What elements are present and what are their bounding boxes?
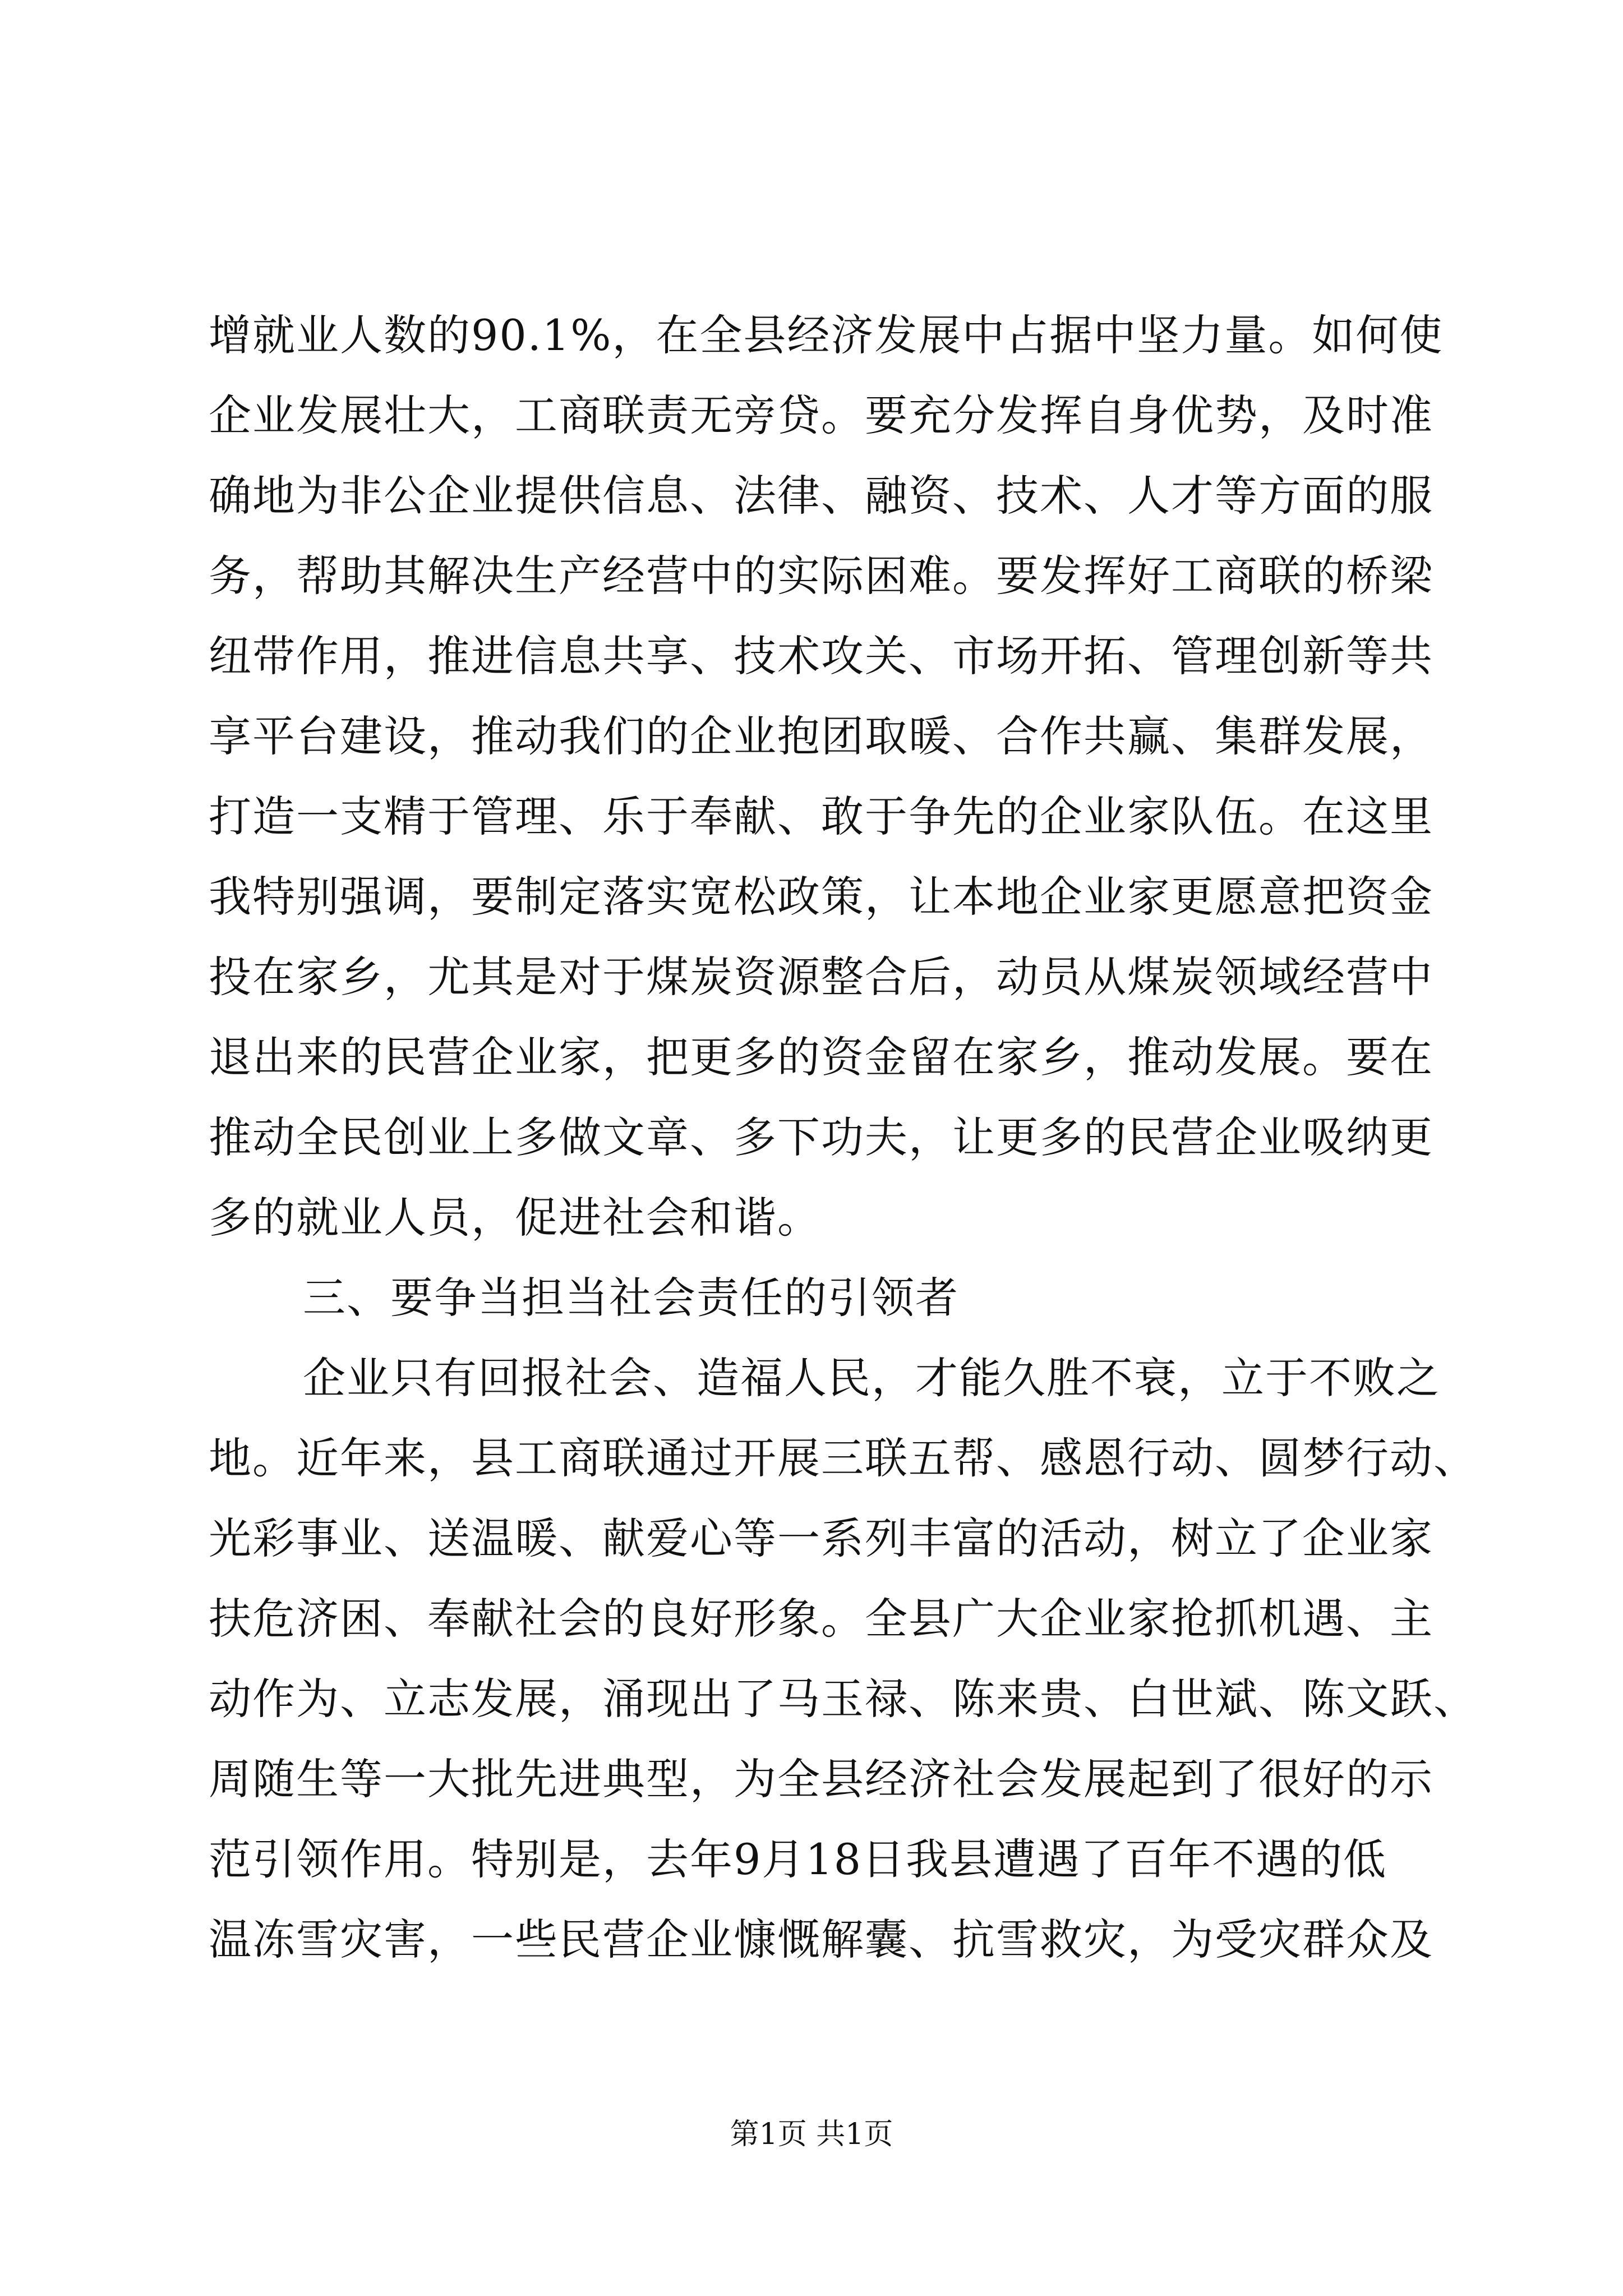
paragraph-line: 动作为、立志发展，涌现出了马玉禄、陈来贵、白世斌、陈文跃、 <box>209 1674 1477 1724</box>
paragraph-line: 多的就业人员，促进社会和谐。 <box>209 1193 821 1243</box>
paragraph-line: 推动全民创业上多做文章、多下功夫，让更多的民营企业吸纳更 <box>209 1112 1433 1162</box>
document-body <box>209 295 1477 1980</box>
paragraph-line: 光彩事业、送温暖、献爱心等一系列丰富的活动，树立了企业家 <box>209 1513 1433 1563</box>
paragraph-line: 我特别强调，要制定落实宽松政策，让本地企业家更愿意把资金 <box>209 872 1433 922</box>
paragraph-line: 退出来的民营企业家，把更多的资金留在家乡，推动发展。要在 <box>209 1032 1433 1082</box>
paragraph-line: 企业发展壮大，工商联责无旁贷。要充分发挥自身优势，及时准 <box>209 390 1433 440</box>
paragraph-line: 增就业人数的90.1%，在全县经济发展中占据中坚力量。如何使 <box>209 310 1444 360</box>
paragraph-line: 确地为非公企业提供信息、法律、融资、技术、人才等方面的服 <box>209 471 1433 521</box>
page-footer: 第1页 共1页 <box>730 2118 893 2151</box>
paragraph-line: 范引领作用。特别是，去年9月18日我县遭遇了百年不遇的低 <box>209 1834 1387 1884</box>
paragraph-line: 纽带作用，推进信息共享、技术攻关、市场开拓、管理创新等共 <box>209 631 1433 681</box>
section-heading: 三、要争当担当社会责任的引领者 <box>303 1273 959 1323</box>
paragraph-line: 企业只有回报社会、造福人民，才能久胜不衰，立于不败之 <box>303 1353 1440 1403</box>
paragraph-line: 温冻雪灾害，一些民营企业慷慨解囊、抗雪救灾，为受灾群众及 <box>209 1915 1433 1964</box>
paragraph-line: 周随生等一大批先进典型，为全县经济社会发展起到了很好的示 <box>209 1754 1433 1804</box>
paragraph-line: 扶危济困、奉献社会的良好形象。全县广大企业家抢抓机遇、主 <box>209 1594 1433 1644</box>
paragraph-line: 务，帮助其解决生产经营中的实际困难。要发挥好工商联的桥梁 <box>209 551 1433 601</box>
paragraph-line: 投在家乡，尤其是对于煤炭资源整合后，动员从煤炭领域经营中 <box>209 952 1433 1002</box>
paragraph-line: 打造一支精于管理、乐于奉献、敢于争先的企业家队伍。在这里 <box>209 792 1433 841</box>
paragraph-line: 享平台建设，推动我们的企业抱团取暖、合作共赢、集群发展， <box>209 711 1433 761</box>
paragraph-line: 地。近年来，县工商联通过开展三联五帮、感恩行动、圆梦行动、 <box>209 1433 1477 1483</box>
